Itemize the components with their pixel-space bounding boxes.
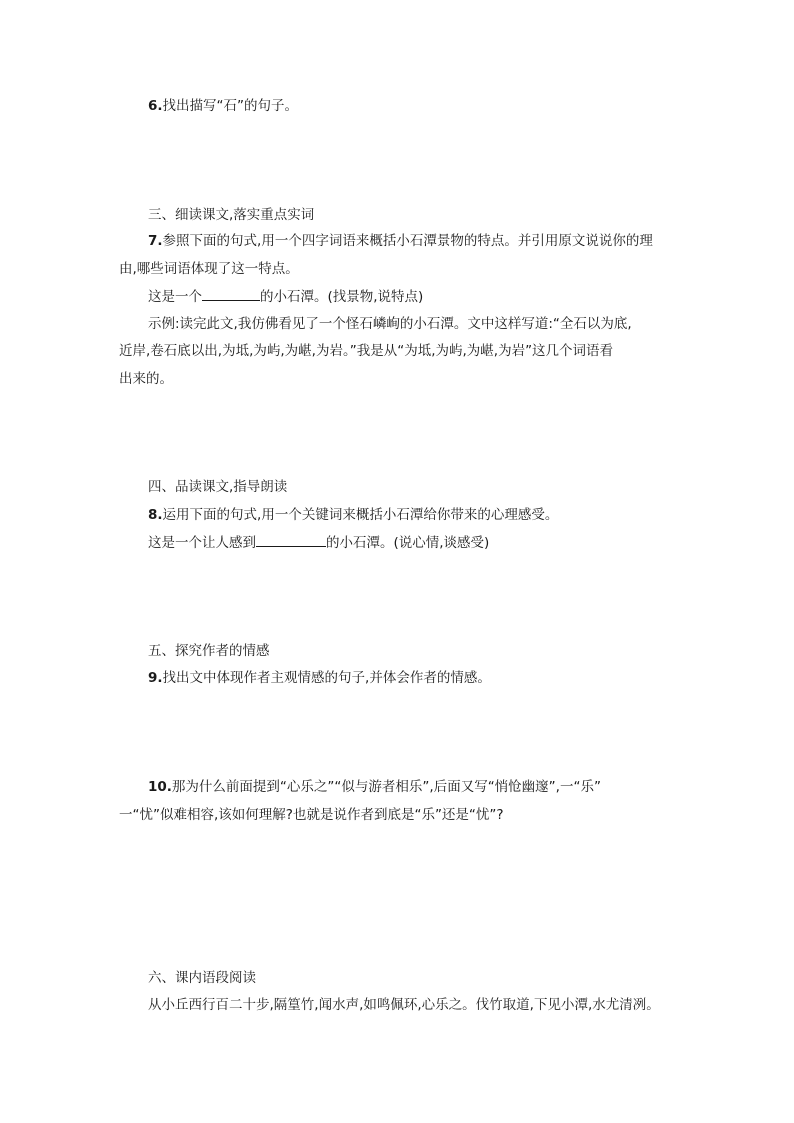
pattern-suffix: 的小石潭。(找景物,说特点)	[260, 289, 424, 305]
answer-blank[interactable]	[202, 286, 260, 301]
fill-in-pattern	[148, 286, 423, 307]
pattern-prefix: 这是一个让人感到	[148, 535, 256, 551]
question-text: 找出文中体现作者主观情感的句子,并体会作者的情感。	[162, 670, 491, 686]
reading-passage: 从小丘西行百二十步,隔篁竹,闻水声,如鸣佩环,心乐之。伐竹取道,下见小潭,水尤清冽。	[148, 997, 660, 1013]
section-heading-6: 六、课内语段阅读	[148, 970, 256, 986]
question-10-line2: 一“忧”似难相容,该如何理解?也就是说作者到底是“乐”还是“忧”?	[119, 807, 504, 823]
question-10	[148, 777, 601, 797]
section-heading-4: 四、品读课文,指导朗读	[148, 479, 288, 495]
question-number: 10.	[148, 779, 172, 795]
question-text-line1: 那为什么前面提到“心乐之”“似与游者相乐”,后面又写“悄怆幽邃”,一“乐”	[171, 779, 601, 795]
question-7-line2: 由,哪些词语体现了这一特点。	[119, 261, 299, 277]
example-line-3: 出来的。	[119, 371, 173, 387]
question-8	[148, 505, 558, 525]
question-number: 9.	[148, 670, 163, 686]
pattern-prefix: 这是一个	[148, 289, 202, 305]
question-6	[148, 96, 298, 116]
question-number: 7.	[148, 233, 163, 249]
question-text: 找出描写“石”的句子。	[162, 98, 299, 114]
section-heading-3: 三、细读课文,落实重点实词	[148, 207, 315, 223]
example-line-2: 近岸,卷石底以出,为坻,为屿,为嵁,为岩。”我是从“为坻,为屿,为嵁,为岩”这几个词语看	[119, 343, 614, 359]
question-text-line1: 参照下面的句式,用一个四字词语来概括小石潭景物的特点。并引用原文说说你的理	[162, 233, 653, 249]
question-number: 6.	[148, 98, 163, 114]
section-heading-5: 五、探究作者的情感	[148, 643, 270, 659]
answer-blank[interactable]	[256, 532, 326, 547]
fill-in-pattern	[148, 532, 489, 553]
pattern-suffix: 的小石潭。(说心情,谈感受)	[326, 535, 490, 551]
question-number: 8.	[148, 507, 163, 523]
question-7	[148, 231, 653, 251]
example-line-1: 示例:读完此文,我仿佛看见了一个怪石嶙峋的小石潭。文中这样写道:“全石以为底,	[148, 316, 632, 332]
question-text: 运用下面的句式,用一个关键词来概括小石潭给你带来的心理感受。	[162, 507, 559, 523]
question-9	[148, 668, 491, 688]
